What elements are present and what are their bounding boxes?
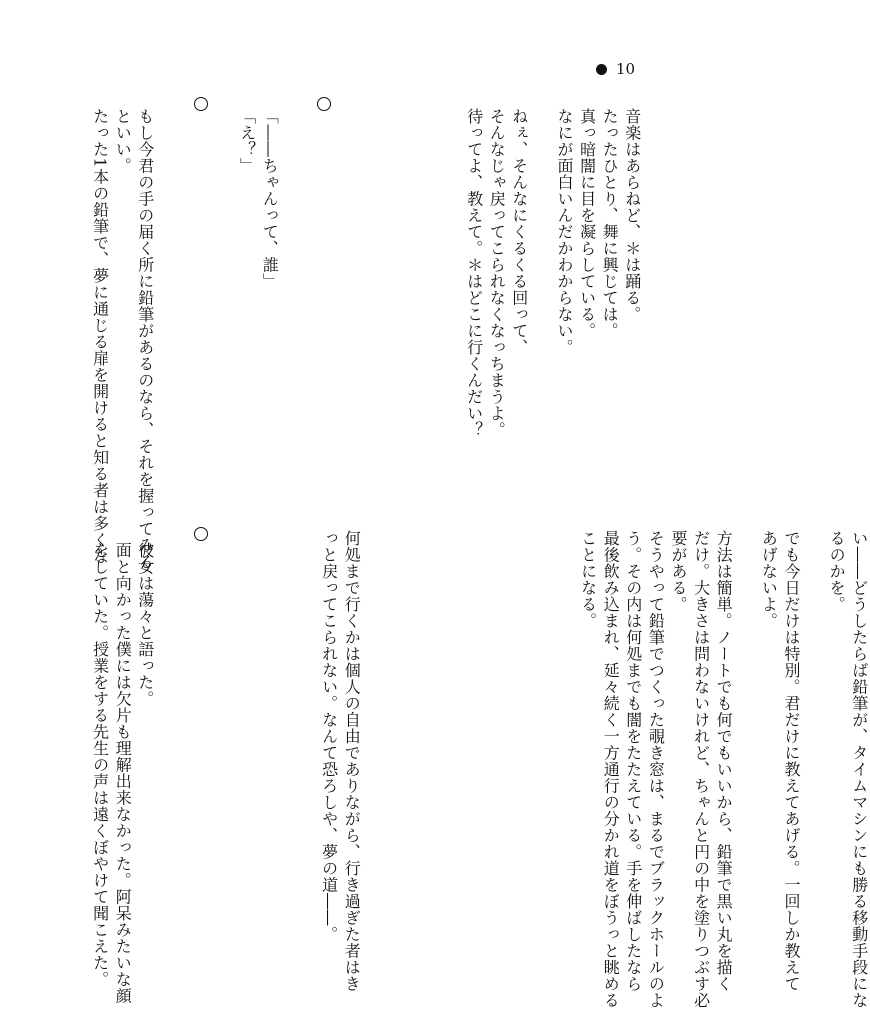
dialogue-block (235, 108, 280, 290)
poem-line: そんなじゃ戻ってこられなくなっちまうよ。 (487, 108, 507, 438)
section-break-circle (194, 527, 208, 541)
section-break-circle (317, 97, 331, 111)
poem-line: 待ってよ、教えて。＊はどこに行くんだい？ (464, 108, 484, 438)
method-line: そうやって鉛筆でつくった覗き窓は、まるでブラックホールのよ (646, 530, 666, 1009)
poem-line: ねぇ、そんなにくるくる回って、 (509, 108, 529, 356)
poem-line: たったひとり、舞に興じては。 (600, 108, 620, 339)
narration-line: 面と向かった僕には欠片も理解出来なかった。阿呆みたいな顔 (113, 542, 133, 1004)
poem-line (530, 108, 553, 438)
method-line: 方法は簡単。ノートでも何でもいいから、鉛筆で黒い丸を描く (714, 530, 734, 992)
narration-block (88, 542, 156, 1004)
method-line: だけ。大きさは問わないけれど、ちゃんと円の中を塗りつぶす必 (691, 530, 711, 1009)
page-number (596, 60, 635, 78)
dialogue-line: 「え？」 (237, 108, 257, 174)
warning-block (317, 530, 362, 992)
narration-line: をしていた。授業をする先生の声は遠くぼやけて聞こえた。 (90, 542, 110, 988)
page-marker-dot (596, 64, 607, 75)
method-line: い――どうしたらば鉛筆が、タイムマシンにも勝る移動手段にな (849, 530, 869, 1009)
method-line: 要がある。 (668, 530, 688, 613)
method-line: るのかを。 (827, 530, 847, 613)
method-line: う。その内は何処までも闇をたたえている。手を伸ばしたなら (623, 530, 643, 992)
warning-line: っと戻ってこられない。なんて恐ろしや、夢の道――。 (319, 530, 339, 943)
method-line: 最後飲み込まれ、延々続く一方通行の分かれ道をぼうっと眺める (601, 530, 621, 1009)
method-line: あげないよ。 (759, 530, 779, 629)
prose-block (88, 108, 156, 570)
method-block (576, 530, 870, 1009)
method-line (734, 530, 757, 1009)
poem-line: 音楽はあらねど、＊は踊る。 (622, 108, 642, 323)
prose-line: たった1本の鉛筆で、夢に通じる扉を開けると知る者は多くな (90, 108, 110, 565)
method-line: でも今日だけは特別。君だけに教えてあげる。一回しか教えて (781, 530, 801, 992)
prose-line: といい。 (113, 108, 133, 174)
page-number-text: 10 (616, 60, 636, 78)
method-line (802, 530, 825, 1009)
narration-line: 彼女は蕩々と語った。 (135, 542, 155, 707)
dialogue-line: 「――ちゃんって、誰」 (260, 108, 280, 290)
section-break-circle (194, 97, 208, 111)
poem-line: 真っ暗闇に目を凝らしている。 (577, 108, 597, 339)
prose-line: もし今君の手の届く所に鉛筆があるのなら、それを握ってみる (135, 108, 155, 570)
poem-block (462, 108, 643, 438)
poem-line: なにが面白いんだかわからない。 (554, 108, 574, 356)
method-line: ことになる。 (578, 530, 598, 629)
warning-line: 何処まで行くかは個人の自由でありながら、行き過ぎた者はき (342, 530, 362, 992)
